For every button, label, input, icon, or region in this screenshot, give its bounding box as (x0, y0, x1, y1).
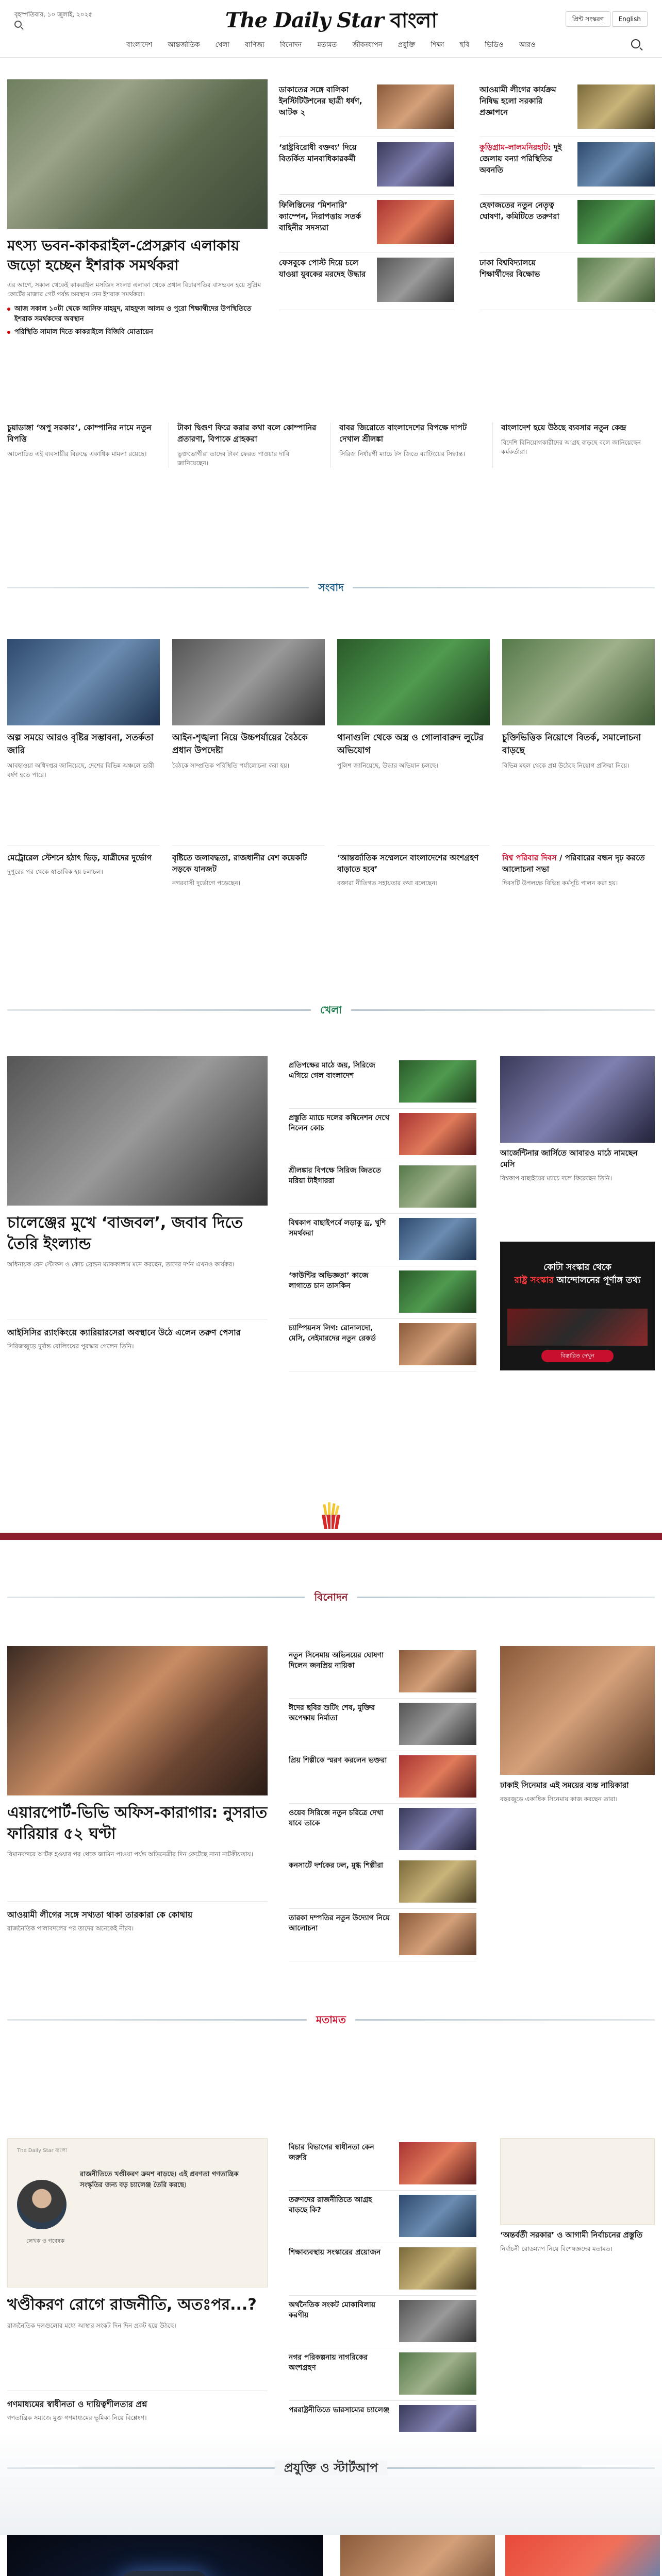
story-thumb (377, 258, 454, 302)
story-title[interactable]: টাকা দ্বিগুণ ফিরে করার কথা বলে কোম্পানির প্রতারণা, বিপাকে গ্রাহকরা (177, 423, 317, 444)
ad-banner[interactable] (500, 1242, 655, 1370)
story-title[interactable]: ‘অন্তর্বর্তী সরকার’ ও আগামী নির্বাচনের প্রস্তুতি (500, 2230, 643, 2240)
story-title[interactable]: আওয়ামী লীগের সঙ্গে সখ্যতা থাকা তারকারা কে কোথায় (7, 1910, 193, 1920)
story-title[interactable] (479, 200, 568, 246)
story-title[interactable]: প্রতিপক্ষের মাঠে জয়, সিরিজে এগিয়ে গেল বাংলাদেশ (289, 1061, 375, 1080)
lead-bullets (7, 304, 268, 338)
story-title[interactable] (479, 84, 568, 130)
story-kicker: কুড়িগ্রাম-লালমনিরহাট: (479, 143, 551, 152)
news-card[interactable] (502, 639, 655, 779)
story-title[interactable]: চুয়াডাঙ্গা ‘অপু সরকার’, কোম্পানির নামে নতুন বিপত্তি (7, 423, 152, 444)
story-thumb (399, 2300, 476, 2342)
nav-item[interactable]: বাংলাদেশ (126, 41, 153, 49)
tech-col-mid (340, 2535, 495, 2576)
list-item[interactable] (289, 1266, 476, 1319)
section-title[interactable]: মতামত (307, 2012, 355, 2027)
opinion-title[interactable]: খণ্ডীকরণ রোগে রাজনীতি, অতঃপর...? (7, 2296, 257, 2314)
list-item[interactable] (479, 252, 655, 310)
entertainment-lead[interactable] (7, 1646, 268, 1859)
story-title-text[interactable]: হেফাজতের নতুন নেতৃত্ব ঘোষণা, কমিটিতে তরুণরা (479, 200, 559, 221)
list-item[interactable] (279, 79, 454, 137)
list-item[interactable] (289, 1056, 476, 1109)
entertainment-list (289, 1646, 476, 1961)
print-edition-button[interactable]: প্রিন্ট সংস্করণ (566, 11, 610, 27)
story-title[interactable]: অর্থনৈতিক সংকট মোকাবিলায় করণীয় (289, 2301, 376, 2320)
story-desc: বিশ্বকাপ বাছাইয়ের ম্যাচে দলে ফিরেছেন তিনি। (500, 1174, 612, 1182)
entertainment-lead-image (7, 1646, 268, 1795)
card-title[interactable]: আইন-শৃঙ্খলা নিয়ে উচ্চপর্যায়ের বৈঠকে প্রধান উপদেষ্টা (172, 733, 308, 756)
opinion-sub[interactable] (7, 2391, 268, 2422)
lead-intro: এর আগে, সকাল থেকেই কাকরাইল মসজিদ সংলগ্ন এলাকা থেকে প্রধান বিচারপতির বাসভবন হয়ে সুপ্রিম কোর্টের মাজার গেট পর্যন্ত অবস্থান নেন ইশরাক সমর্থকরা। (7, 281, 261, 298)
opinion-lead[interactable] (7, 2138, 268, 2330)
opinion-right (500, 2138, 655, 2253)
story-thumb (399, 1270, 476, 1313)
story-desc: বছরজুড়ে একাধিক সিনেমায় কাজ করছেন তারা। (500, 1795, 618, 1803)
site-header (0, 0, 662, 58)
story-thumb (399, 2247, 476, 2290)
news-mini-grid (7, 845, 655, 888)
opinion-quote: রাজনীতিতে খণ্ডীকরণ ক্রমশ বাড়ছে। এই প্রবণতা গণতান্ত্রিক সংস্কৃতির জন্য বড় চ্যালেঞ্জ তৈরি করছে। (80, 2171, 239, 2189)
story-desc: বক্তারা নীতিগত সহায়তার কথা বলেছেন। (337, 879, 438, 887)
ad-image (507, 1309, 648, 1346)
list-item[interactable] (289, 2138, 476, 2191)
list-item[interactable] (493, 422, 655, 468)
card-desc: বিভিন্ন মহল থেকে প্রশ্ন উঠেছে নিয়োগ প্রক্রিয়া নিয়ে। (502, 762, 630, 770)
story-thumb (577, 200, 655, 244)
story-title[interactable]: ‘আন্তর্জাতিক সম্মেলনে বাংলাদেশের অংশগ্রহণ বাড়াতে হবে’ (337, 853, 479, 874)
sports-lead-title[interactable]: চালেঞ্জের মুখে ‘বাজবল’, জবাব দিতে তৈরি ইংল্যান্ড (7, 1214, 243, 1253)
story-desc: সিরিজজুড়ে দুর্দান্ত বোলিংয়ের পুরস্কার পেলেন তিনি। (7, 1343, 134, 1350)
list-item[interactable] (337, 845, 490, 888)
list-item[interactable] (289, 1319, 476, 1371)
story-title[interactable]: পররাষ্ট্রনীতিতে ভারসাম্যের চ্যালেঞ্জ (289, 2406, 389, 2414)
story-thumb (577, 258, 655, 302)
nav-item[interactable]: জীবনযাপন (352, 41, 383, 49)
story-image (500, 1646, 655, 1775)
story-title[interactable]: গণমাধ্যমের স্বাধীনতা ও দায়িত্বশীলতার প্রশ্ন (7, 2399, 147, 2409)
story-thumb (577, 142, 655, 187)
list-item[interactable] (479, 195, 655, 252)
list-item[interactable] (289, 1909, 476, 1961)
logo-english: The Daily Star (225, 8, 384, 32)
story-thumb (399, 2352, 476, 2395)
story-thumb (399, 1650, 476, 1692)
section-header-opinion (7, 2009, 655, 2030)
sports-right (500, 1056, 655, 1183)
news-card[interactable] (337, 639, 490, 779)
story-title[interactable]: আইসিসির র‍্যাংকিংয়ে ক্যারিয়ারসেরা অবস্থানে উঠে এলেন তরুণ পেসার (7, 1328, 241, 1337)
sports-lead[interactable] (7, 1056, 268, 1269)
list-item[interactable] (502, 845, 655, 888)
list-item[interactable] (279, 195, 454, 252)
card-title[interactable]: থানাগুলি থেকে অস্ত্র ও গোলাবারুদ লুটের অভিযোগ (337, 733, 484, 756)
story-image (500, 2138, 655, 2225)
list-item[interactable] (289, 1214, 476, 1266)
story-title[interactable]: ‘রাষ্ট্রবিরোধী বক্তব্য’ দিয়ে বিতর্কিত মানবাধিকারকর্মী (279, 143, 357, 163)
list-item[interactable] (289, 1751, 476, 1804)
story-thumb (577, 84, 655, 129)
entertainment-lead-title[interactable]: এয়ারপোর্ট-ভিভি অফিস-কারাগার: নুসরাত ফারিয়ার ৫২ ঘণ্টা (7, 1804, 268, 1843)
story-title[interactable]: বাবর জিরোতে বাংলাদেশের বিপক্ষে দাপট দেখাল শ্রীলঙ্কা (339, 423, 467, 444)
list-item[interactable] (7, 845, 160, 888)
story-desc: সিরিজ নির্ধারণী ম্যাচে টস জিতে ব্যাটিংয়ের সিদ্ধান্ত। (339, 450, 465, 457)
tech-lead-image (7, 2535, 323, 2576)
nav-item[interactable]: খেলা (215, 41, 229, 49)
list-item[interactable] (169, 422, 331, 468)
section-title[interactable]: প্রযুক্তি ও স্টার্টআপ (275, 2461, 387, 2475)
story-title[interactable] (479, 258, 568, 303)
story-desc: দুপুরের পর থেকে স্বাভাবিক হয় চলাচল। (7, 868, 103, 875)
story-thumb (377, 84, 454, 129)
site-logo[interactable] (7, 4, 655, 39)
story-desc: দিবসটি উপলক্ষে বিভিন্ন কর্মসূচি পালন করা হয়। (502, 879, 618, 887)
card-image (502, 639, 655, 725)
entertainment-lead-desc: বিমানবন্দরে আটক হওয়ার পর থেকে জামিন পাওয়া পর্যন্ত অভিনেত্রীর দিন কেটেছে নানা নাটকীয়তায়। (7, 1851, 253, 1858)
story-thumb (399, 2142, 476, 2184)
entertainment-right (500, 1646, 655, 1804)
nav-item[interactable]: ছবি (459, 41, 470, 49)
story-title[interactable]: শিক্ষাব্যবস্থায় সংস্কারের প্রয়োজন (289, 2248, 381, 2257)
list-item[interactable] (289, 2191, 476, 2243)
list-item[interactable] (289, 2243, 476, 2296)
list-item[interactable] (289, 1109, 476, 1161)
card-desc: আবহাওয়া অধিদপ্তর জানিয়েছে, দেশের বিভিন্ন অঞ্চলে ভারী বর্ষণ হতে পারে। (7, 762, 154, 779)
sports-lead-desc: অধিনায়ক বেন স্টোকস ও কোচ ব্রেন্ডন ম্যাককালাম মনে করছেন, তাদের দর্শন এখনও কার্যকর। (7, 1261, 235, 1268)
card-title[interactable]: চুক্তিভিত্তিক নিয়োগে বিতর্ক, সমালোচনা বাড়ছে (502, 733, 641, 756)
story-title-text[interactable]: ঢাকা বিশ্ববিদ্যালয়ে শিক্ষার্থীদের বিক্ষোভ (479, 258, 540, 279)
list-item[interactable] (7, 422, 169, 468)
tech-band (0, 2432, 662, 2535)
story-title[interactable]: নতুন সিনেমায় অভিনয়ের ঘোষণা দিলেন জনপ্রিয় নায়িকা (289, 1651, 384, 1670)
story-thumb (399, 1218, 476, 1260)
story-desc: গণতান্ত্রিক সমাজে মুক্ত গণমাধ্যমের ভূমিকা নিয়ে বিশ্লেষণ। (7, 2414, 147, 2422)
story-title[interactable]: প্রস্তুতি ম্যাচে দলের কম্বিনেশন দেখে নিলেন কোচ (289, 1114, 390, 1133)
list-item[interactable] (289, 1646, 476, 1699)
story-thumb (399, 1323, 476, 1365)
story-title-text[interactable]: দুই জেলায় বন্যা পরিস্থিতির অবনতি (479, 143, 562, 175)
story-title[interactable]: ওয়েব সিরিজে নতুন চরিত্রে দেখা যাবে তাকে (289, 1809, 384, 1828)
story-thumb (399, 1060, 476, 1103)
list-item[interactable] (479, 79, 655, 137)
list-item[interactable] (279, 252, 454, 310)
opinion-list (289, 2138, 476, 2453)
logo-bangla: বাংলা (390, 8, 437, 32)
nav-item[interactable]: আন্তর্জাতিক (168, 41, 200, 49)
story-title[interactable]: শ্রীলঙ্কার বিপক্ষে সিরিজ জিততে মরিয়া টাইগাররা (289, 1166, 382, 1185)
story-title[interactable]: আর্জেন্টিনার জার্সিতে আবারও মাঠে নামছেন মেসি (500, 1148, 638, 1169)
card-image (337, 639, 490, 725)
story-title[interactable]: তারকা দম্পতির নতুন উদ্যোগ নিয়ে আলোচনা (289, 1914, 390, 1933)
story-thumb (377, 200, 454, 244)
ad-line: আন্দোলনের পূর্ণাঙ্গ তথ্য (556, 1275, 641, 1285)
story-title-text[interactable]: পরিবারের বন্ধন দৃঢ় করতে আলোচনা সভা (502, 853, 645, 874)
list-item[interactable] (479, 137, 655, 195)
lead-col-2 (479, 79, 655, 310)
news-card[interactable] (7, 639, 160, 779)
list-item[interactable] (172, 845, 325, 888)
story-thumb (399, 1913, 476, 1955)
tech-lead[interactable] (7, 2535, 323, 2576)
lead-image (7, 79, 268, 229)
story-title[interactable]: ডাকাতের সঙ্গে বালিকা ইনস্টিটিউশনের ছাত্রী ধর্ষণ, আটক ২ (279, 85, 362, 117)
nav-item[interactable]: বিনোদন (280, 41, 302, 49)
lead-story[interactable] (7, 79, 268, 340)
story-desc: বিদেশি বিনিয়োগকারীদের আগ্রহ বাড়ছে বলে জানিয়েছেন কর্মকর্তারা। (501, 438, 641, 455)
english-button[interactable]: English (612, 11, 648, 27)
card-desc: বৈঠকে সাম্প্রতিক পরিস্থিতি পর্যালোচনা করা হয়। (172, 762, 290, 770)
list-item[interactable] (289, 1856, 476, 1909)
story-title[interactable]: মেট্রোরেল স্টেশনে হঠাৎ ভিড়, যাত্রীদের দুর্ভোগ (7, 853, 152, 862)
story-title[interactable]: বিচার বিভাগের স্বাধীনতা কেন জরুরি (289, 2143, 374, 2162)
story-image (340, 2535, 495, 2576)
list-item[interactable] (289, 1804, 476, 1856)
story-thumb (399, 1703, 476, 1745)
story-thumb (399, 2195, 476, 2237)
card-title[interactable]: অল্প সময়ে আরও বৃষ্টির সম্ভাবনা, সতর্কতা জারি (7, 733, 154, 756)
opinion-author: লেখক ও গবেষক (26, 2238, 65, 2244)
author-avatar (17, 2180, 67, 2229)
card-image (7, 639, 160, 725)
card-desc: পুলিশ জানিয়েছে, উদ্ধার অভিযান চলছে। (337, 762, 438, 770)
story-thumb (377, 142, 454, 187)
list-item[interactable] (289, 1699, 476, 1751)
popcorn-icon (316, 1499, 346, 1530)
story-title[interactable]: কনসার্টে দর্শকের ঢল, মুগ্ধ শিল্পীরা (289, 1861, 384, 1870)
lead-section (0, 67, 662, 541)
story-image (505, 2535, 660, 2576)
story-title[interactable]: তরুণদের রাজনীতিতে আগ্রহ বাড়ছে কি? (289, 2196, 372, 2215)
ad-cta-button[interactable]: বিস্তারিত দেখুন (541, 1350, 614, 1362)
section-header-tech (7, 2458, 655, 2478)
entertainment-sub[interactable] (7, 1901, 268, 1933)
sports-sub[interactable] (7, 1319, 268, 1351)
ad-text (500, 1261, 655, 1286)
story-title[interactable]: ফেসবুকে পোস্ট দিয়ে চলে যাওয়া যুবকের মরদেহ উদ্ধার (279, 258, 366, 279)
section-title[interactable]: সংবাদ (309, 580, 353, 595)
nav-item[interactable]: বাণিজ্য (245, 41, 264, 49)
nav-item[interactable]: শিক্ষা (431, 41, 444, 49)
main-nav (7, 40, 655, 51)
nav-item[interactable]: ভিডিও (485, 41, 504, 49)
header-date: বৃহস্পতিবার, ১০ জুলাই, ২০২৫ (14, 11, 93, 18)
story-title[interactable]: ‘কাউন্টির অভিজ্ঞতা’ কাজে লাগাতে চান তাসকিন (289, 1272, 369, 1291)
section-title[interactable]: খেলা (311, 1003, 351, 1017)
story-image (500, 1056, 655, 1143)
lead-bullet[interactable]: পরিস্থিতি সামাল দিতে কাকরাইলে বিজিবি মোতায়েন (7, 327, 268, 338)
opinion-masthead: The Daily Star বাংলা (17, 2148, 68, 2154)
lead-title[interactable]: মৎস্য ভবন-কাকরাইল-প্রেসক্লাব এলাকায় জড়ো হচ্ছেন ইশরাক সমর্থকরা (7, 237, 240, 274)
story-desc: নগরবাসী দুর্ভোগে পড়েছেন। (172, 879, 241, 887)
nav-item[interactable]: আরও (519, 41, 536, 49)
story-title[interactable]: বাংলাদেশ হয়ে উঠছে ব্যবসার নতুন কেন্দ্র (501, 423, 626, 432)
device-shape (121, 2571, 208, 2576)
story-title[interactable]: নগর পরিকল্পনায় নাগরিকের অংশগ্রহণ (289, 2353, 368, 2372)
list-item[interactable] (331, 422, 493, 468)
section-header-sports (7, 999, 655, 1020)
story-title[interactable]: ঈদের ছবির শুটিং শেষ, মুক্তির অপেক্ষায় নির্মাতা (289, 1704, 375, 1723)
lead-col-1 (279, 79, 454, 310)
card-image (172, 639, 325, 725)
ad-line: কোটা সংস্কার থেকে (543, 1262, 611, 1273)
story-thumb (399, 1755, 476, 1798)
opinion-desc: রাজনৈতিক দলগুলোর মধ্যে আস্থার সংকট দিন দিন প্রকট হয়ে উঠছে। (7, 2321, 176, 2329)
entertainment-band (0, 1533, 662, 1540)
opinion-card (7, 2138, 268, 2287)
news-grid (7, 639, 655, 779)
section-header-entertainment (7, 1587, 655, 1607)
lead-row (7, 422, 655, 468)
story-thumb (399, 1165, 476, 1208)
story-thumb (399, 1860, 476, 1903)
story-desc: নির্বাচনী রোডম্যাপ নিয়ে বিশেষজ্ঞদের মতামত। (500, 2245, 613, 2252)
story-desc: ভুক্তভোগীরা তাদের টাকা ফেরত পাওয়ার দাবি জানিয়েছেন। (177, 450, 290, 467)
list-item[interactable] (289, 2296, 476, 2348)
ad-highlight: রাষ্ট্র সংস্কার (514, 1275, 554, 1285)
story-title[interactable]: ফিলিস্তিনের ‘মিশনারি’ ক্যাম্পেন, নিরাপত্তায় সতর্ক বাহিনীর সদস্যরা (279, 200, 361, 232)
tech-col-right (505, 2535, 660, 2576)
lead-bullet[interactable]: আজ সকাল ১০টা থেকে আসিফ মাহমুদ, মাহফুজ আলম ও পুরো শিক্ষার্থীদের উপস্থিতিতে ইশরাক সমর্থকদের অবস্থান (7, 304, 268, 326)
story-title[interactable]: বিশ্বকাপ বাছাইপর্বে লড়াকু ড্র, খুশি সমর্থকরা (289, 1219, 386, 1238)
list-item[interactable] (279, 137, 454, 195)
list-item[interactable] (289, 2348, 476, 2401)
story-title-text[interactable]: আওয়ামী লীগের কার্যক্রম নিষিদ্ধ হলো সরকারি প্রজ্ঞাপনে (479, 85, 556, 117)
sports-lead-image (7, 1056, 268, 1206)
story-title[interactable]: বিশ্ব পরিবার দিবস / পরিবারের বন্ধন দৃঢ় করতে আলোচনা সভা (502, 853, 645, 874)
story-desc: আলোচিত এই ব্যবসায়ীর বিরুদ্ধে একাধিক মামলা রয়েছে। (7, 450, 147, 457)
story-title[interactable]: ঢাকাই সিনেমার এই সময়ের ব্যস্ত নায়িকারা (500, 1781, 629, 1790)
story-desc: রাজনৈতিক পালাবদলের পর তাদের অনেকেই নীরব। (7, 1925, 134, 1933)
search-icon[interactable] (631, 39, 640, 48)
list-item[interactable] (289, 1161, 476, 1214)
story-title[interactable]: চ্যাম্পিয়নস লিগ: রোনালদো, মেসি, নেইমারদের নতুন রেকর্ড (289, 1324, 376, 1343)
story-title[interactable]: প্রিয় শিল্পীকে স্মরণ করলেন ভক্তরা (289, 1756, 387, 1765)
sports-list (289, 1056, 476, 1371)
nav-item[interactable]: মতামত (317, 41, 337, 49)
news-card[interactable] (172, 639, 325, 779)
section-header-news (7, 577, 655, 598)
story-thumb (399, 1808, 476, 1850)
nav-item[interactable]: প্রযুক্তি (398, 41, 416, 49)
story-thumb (399, 1113, 476, 1155)
story-title[interactable] (479, 142, 568, 188)
story-title[interactable]: বৃষ্টিতে জলাবদ্ধতা, রাজধানীর বেশ কয়েকটি সড়কে যানজট (172, 853, 307, 874)
section-title[interactable]: বিনোদন (305, 1590, 357, 1604)
story-kicker: বিশ্ব পরিবার দিবস (502, 853, 557, 862)
